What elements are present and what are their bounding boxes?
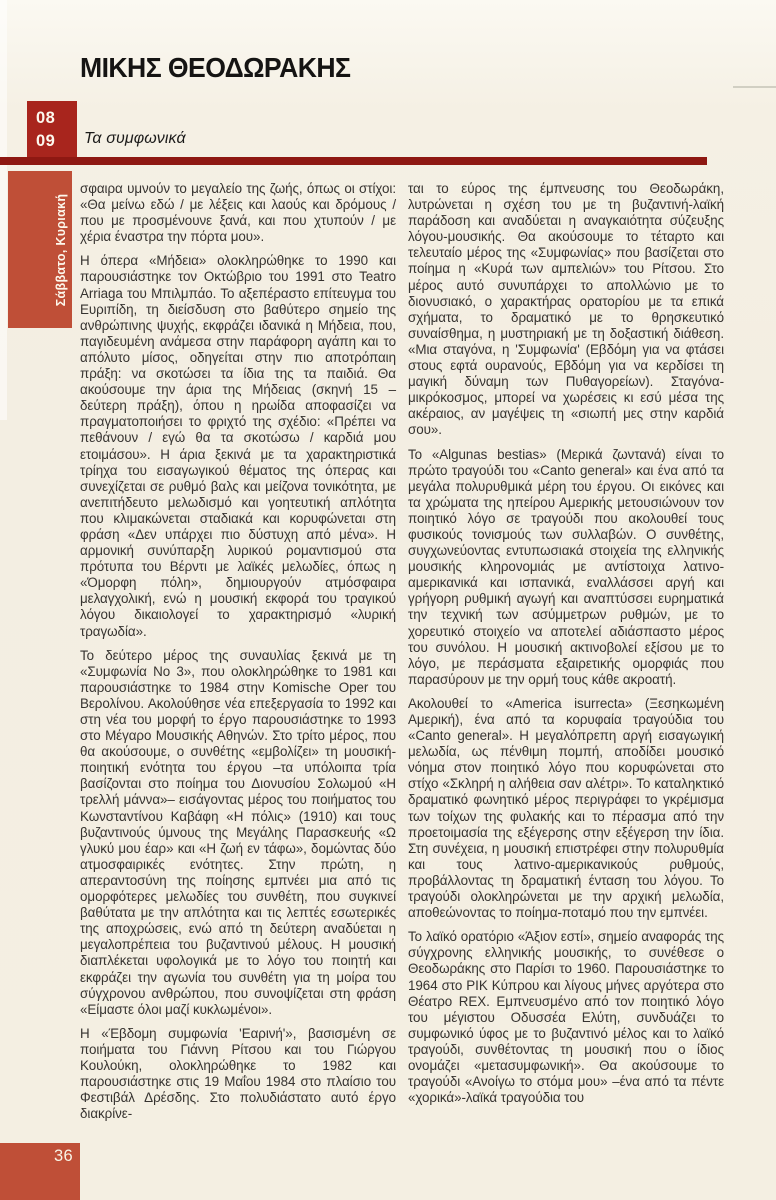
page-number-top: 08 xyxy=(36,109,56,127)
date-sidebar xyxy=(8,171,72,328)
paragraph: Το λαϊκό ορατόριο «Άξιον εστί», σημείο αναφοράς της σύγχρονης ελληνικής μουσικής, το συνέθεσε ο Θεοδωράκης στο Παρίσι το 1960. Παρουσιάστηκε το 1964 στο ΡΙΚ Κύπρου και λίγους μήνες αργότερα στο Θέατρο REX. Εμπνευσμένο από τον ποιητικό λόγο του μέγιστου Οδυσσέα Ελύτη, συνδυάζει το συμφωνικό ύφος με το βυζαντινό μέλος και το λαϊκό τραγούδι, συνθέτοντας τη μουσική που ο ίδιος ονομάζει «μετασυμφωνική». Θα ακούσουμε το τραγούδι «Ανοίγω το στόμα μου» –ένα από τα πέντε «χορικά»-λαϊκά τραγούδια του xyxy=(408,929,724,1106)
page-number-bottom: 09 xyxy=(36,131,56,150)
paragraph: ται το εύρος της έμπνευσης του Θεοδωράκη, λυτρώνεται η σχέση του με τη βυζαντινή-λαϊκή παράδοση και αναδύεται η αναγκαιότητα σύζευξης λόγου-μουσικής. Θα ακούσουμε το τέταρτο και τελευταίο μέρος της «Συμφωνίας» που βασίζεται στο ποίημα η «Κυρά των αμπελιών» του Ρίτσου. Στο μέρος αυτό συνυπάρχει το απολλώνιο με το διονυσιακό, ο χαρακτήρας ορατορίου με τα επικά σχήματα, το δραματικό με το θρησκευτικό συναίσθημα, η μυστηριακή με τη δοξαστική διάθεση. «Μια σταγόνα, η 'Συμφωνία' (Εβδόμη για να φτάσει στους εφτά ουρανούς, Εβδόμη για να κερδίσει τη μαγική δύναμη των Πυθαγορείων). Σταγόνα-μικρόκοσμος, μπορεί να χωρέσεις κι εσύ μέσα της ακέραιος, αν μαγέψεις τη «σιωπή μες στην καρδιά σου». xyxy=(408,181,724,438)
paragraph: Το «Algunas bestias» (Μερικά ζωντανά) είναι το πρώτο τραγούδι του «Canto general» και ένα από τα μεγάλα πολυρυθμικά μέρη του έργου. Οι εικόνες και τα χρώματα της ηπείρου Αμερικής μετουσιώνουν τον ποιητικό λόγο σε τραγούδι που ακολουθεί τους φυσικούς τονισμούς των συλλαβών. Ο συνθέτης, συγχωνεύοντας εντυπωσιακά στοιχεία της ελληνικής μουσικής κληρονομιάς με αντίστοιχα λατινο-αμερικανικά και ισπανικά, εναλλάσσει αργή και γρήγορη ρυθμική αγωγή και αναπτύσσει ευρηματικά την τεχνική των ασύμμετρων ρυθμών, με το χορευτικό στοιχείο να αποτελεί αδιάσπαστο μέρος του συνόλου. Η μουσική ακτινοβολεί εξίσου με το λόγο, με περάσματα εξαιρετικής ομορφιάς που παρασύρουν με την ορμή τους κάθε ακροατή. xyxy=(408,446,724,687)
page-title: ΜΙΚΗΣ ΘΕΟΔΩΡΑΚΗΣ xyxy=(80,52,351,83)
paragraph: Η «Έβδομη συμφωνία 'Εαρινή'», βασισμένη σε ποιήματα του Γιάννη Ρίτσου και του Γιώργου Κουλούκη, ολοκληρώθηκε το 1982 και παρουσιάστηκε στις 19 Μαΐου 1984 στο πλαίσιο του Φεστιβάλ Δρέσδης. Στο πολυδιάστατο αυτό έργο διακρίνε- xyxy=(80,1025,396,1122)
paragraph: Ακολουθεί το «America isurrecta» (Ξεσηκωμένη Αμερική), ένα από τα κορυφαία τραγούδια του «Canto general». Η μεγαλόπρεπη αργή εισαγωγική μελωδία, ως πένθιμη πομπή, αποδίδει μουσικό νόημα στον ποιητικό λόγο που κορυφώνεται στο στίχο «Σκληρή η αλήθεια σαν αλέτρι». Το καταληκτικό δραματικό φωνητικό μέρος περιγράφει το γκρέμισμα των τοίχων της φυλακής και το πέρασμα από την προετοιμασία της εξέγερσης στην εξέγερση την ίδια. Στη συνέχεια, η μουσική επιστρέφει στην πολυρυθμία και τους λατινο-αμερικανικούς ρυθμούς, προβάλλοντας τη δραματική ένταση του λόγου. Το τραγούδι ολοκληρώνεται με την αρχική μελωδία, αποθεώνοντας το ποίημα-ποταμό που την εμπνέει. xyxy=(408,695,724,921)
scan-edge-artifact xyxy=(733,86,776,88)
date-label: Σάββατο, Κυριακή xyxy=(54,193,68,306)
article-right-column xyxy=(408,181,724,1106)
paragraph: Το δεύτερο μέρος της συναυλίας ξεκινά με τη «Συμφωνία Νο 3», που ολοκληρώθηκε το 1981 και παρουσιάστηκε το 1984 στην Komische Oper του Βερολίνου. Ακολούθησε νέα επεξεργασία το 1992 και στη νέα του μορφή το έργο παρουσιάστηκε το 1993 στο Μέγαρο Μουσικής Αθηνών. Στο τρίτο μέρος, που θα ακούσουμε, ο συνθέτης «εμβολίζει» τη μουσική-ποιητική ενότητα του έργου –τα υπόλοιπα τρία βασίζονται στο ποίημα του Διονυσίου Σολωμού «Η τρελλή μάννα»– εισάγοντας μέρος του ποιήματος του Κωνσταντίνου Καβάφη «Η πόλις» (1910) και τους βυζαντινούς ύμνους της Μεγάλης Παρασκευής «Ω γλυκύ μου έαρ» και «Η ζωή εν τάφω», δομώντας δύο ατμοσφαιρικές ενότητες. Στην πρώτη, η απεραντοσύνη της ποίησης εμπνέει μια από τις ομορφότερες μελωδίες του συνθέτη, που συγκινεί βαθύτατα με την απλότητα και τις λεπτές εσωτερικές της αποχρώσεις, ενώ από τη δεύτερη αναδύεται η μεγαλοπρέπεια του βυζαντινού μέλους. Η μουσική διαπλέκεται υφολογικά με το λόγο του ποιητή και εκφράζει την αγωνία του συνθέτη για τη μοίρα του σύγχρονου ανθρώπου, που συνοψίζεται στη φράση «Είμαστε όλοι μαζί κυκλωμένοι». xyxy=(80,647,396,1017)
section-subtitle: Τα συμφωνικά xyxy=(84,130,186,147)
footer-bar xyxy=(0,1143,80,1200)
header-rule xyxy=(0,157,707,165)
paragraph: σφαιρα υμνούν το μεγαλείο της ζωής, όπως οι στίχοι: «Θα μείνω εδώ / με λέξεις και λαούς και δρόμους / που με προσμένουνε ξανά, και που χτυπούν / με χέρια έναστρα την πόρτα μου». xyxy=(80,181,396,245)
footer-page-number: 36 xyxy=(54,1147,73,1165)
scan-edge-highlight xyxy=(0,0,7,420)
page-number-box xyxy=(27,101,77,157)
article-left-column xyxy=(80,181,396,1122)
paragraph: Η όπερα «Μήδεια» ολοκληρώθηκε το 1990 και παρουσιάστηκε τον Οκτώβριο του 1991 στο Teatro Arriaga του Μπιλμπάο. Το αξεπέραστο επίτευγμα του Ευριπίδη, τη διείσδυση στο βαθύτερο σημείο της ανθρώπινης ψυχής, εκφράζει ιδανικά η Μήδεια, που, παγιδευμένη ανάμεσα στην παράφορη αγάπη και το απόλυτο μίσος, οδηγείται στην πιο αποτρόπαιη πράξη: να σκοτώσει τα ίδια της τα παιδιά. Θα ακούσουμε την άρια της Μήδειας (σκηνή 15 – δεύτερη πράξη), όπου η ηρωίδα αποφασίζει να πραγματοποιήσει το φριχτό της σχέδιο: «Πρέπει να πεθάνουν / εγώ θα τα σκοτώσω / καρδιά μου ετοιμάσου». Η άρια ξεκινά με τα χαρακτηριστικά τρίηχα του εισαγωγικού θέματος της όπερας και συνεχίζεται σε ρυθμό βαλς και μείζονα τονικότητα, με ανεπιτήδευτο μελωδισμό και γοητευτική απλότητα που κλιμακώνεται σταδιακά και κορυφώνεται στη φράση «Δεν υπάρχει πιο δύστυχη από μένα». Η αρμονική συνύπαρξη λυρικού ρομαντισμού στα πρότυπα του Βέρντι με λαϊκές μελωδίες, όπως η «Όμορφη πόλη», δημιουργούν ατμόσφαιρα μελαγχολική, ενώ η μουσική εκφορά του τραγικού λόγου δικαιολογεί το χαρακτηρισμό «λυρική τραγωδία». xyxy=(80,253,396,639)
